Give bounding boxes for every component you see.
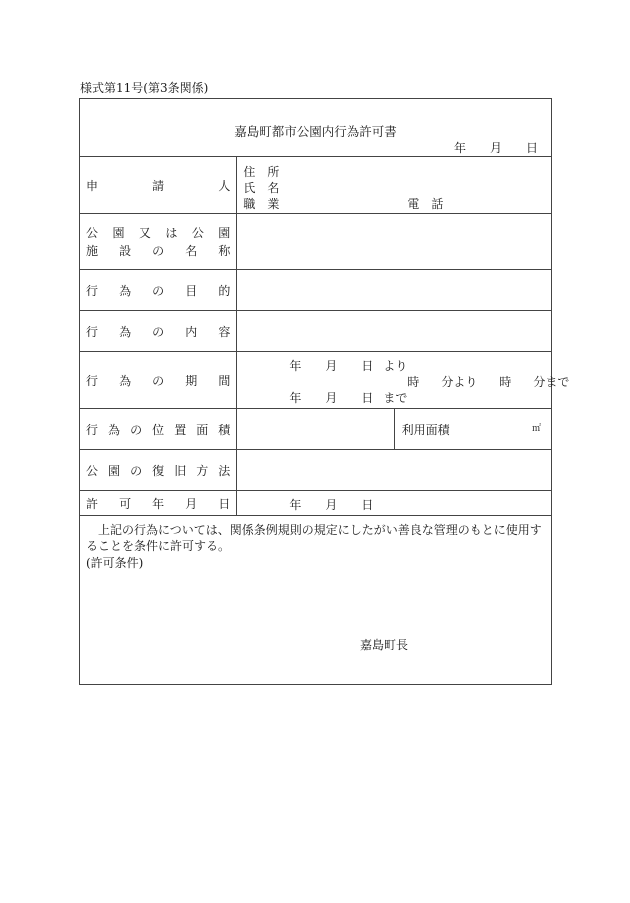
date-year: 年 [454,141,467,155]
applicant-field[interactable] [237,157,552,214]
title-row [80,99,552,157]
location-label: 行 為 の 位 置 面 積 [80,409,237,450]
facility-row [80,214,552,270]
purpose-field[interactable] [237,270,552,311]
conditions-row [80,516,552,685]
content-label: 行 為 の 内 容 [80,311,237,352]
restore-row [80,450,552,491]
purpose-label: 行 為 の 目 的 [80,270,237,311]
phone-label: 電 話 [407,197,444,211]
square-meter-unit: ㎡ [531,423,541,434]
signer: 嘉島町長 [360,638,409,652]
period-field[interactable]: 年 月 日 より 時 分より 時 分まで 年 月 日 まで [237,352,552,409]
restore-field[interactable] [237,450,552,491]
content-field[interactable] [237,311,552,352]
facility-label: 公 園 又 は 公 園 施 設 の 名 称 [80,214,237,270]
facility-field[interactable] [237,214,552,270]
date-month: 月 [490,141,503,155]
permit-date-label: 許 可 年 月 日 [80,491,237,516]
date-day: 日 [526,141,539,155]
conditions-text: 上記の行為については、関係条例規則の規定にしたがい善良な管理のもとに使用することを条件に許可する。 [86,523,542,553]
occupation-label: 職 業 [243,197,280,211]
period-row [80,352,552,409]
address-label: 住 所 [243,165,280,179]
conditions-cell [80,516,552,685]
applicant-row [80,157,552,214]
applicant-label: 申 請 人 [80,157,237,214]
document-title: 嘉島町都市公園内行為許可書 [234,124,397,139]
name-label: 氏 名 [243,181,280,195]
content-row [80,311,552,352]
form-number: 様式第11号(第3条関係) [80,81,209,95]
usage-area-label: 利用面積 [401,422,450,437]
permit-date-field[interactable]: 年 月 日 [237,491,552,516]
conditions-heading: (許可条件) [86,556,144,570]
usage-area-field[interactable] [394,409,551,450]
permit-date-row [80,491,552,516]
location-row [80,409,552,450]
permit-form-table [79,98,570,685]
period-label: 行 為 の 期 間 [80,352,237,409]
location-field[interactable] [237,409,394,450]
restore-label: 公 園 の 復 旧 方 法 [80,450,237,491]
purpose-row [80,270,552,311]
